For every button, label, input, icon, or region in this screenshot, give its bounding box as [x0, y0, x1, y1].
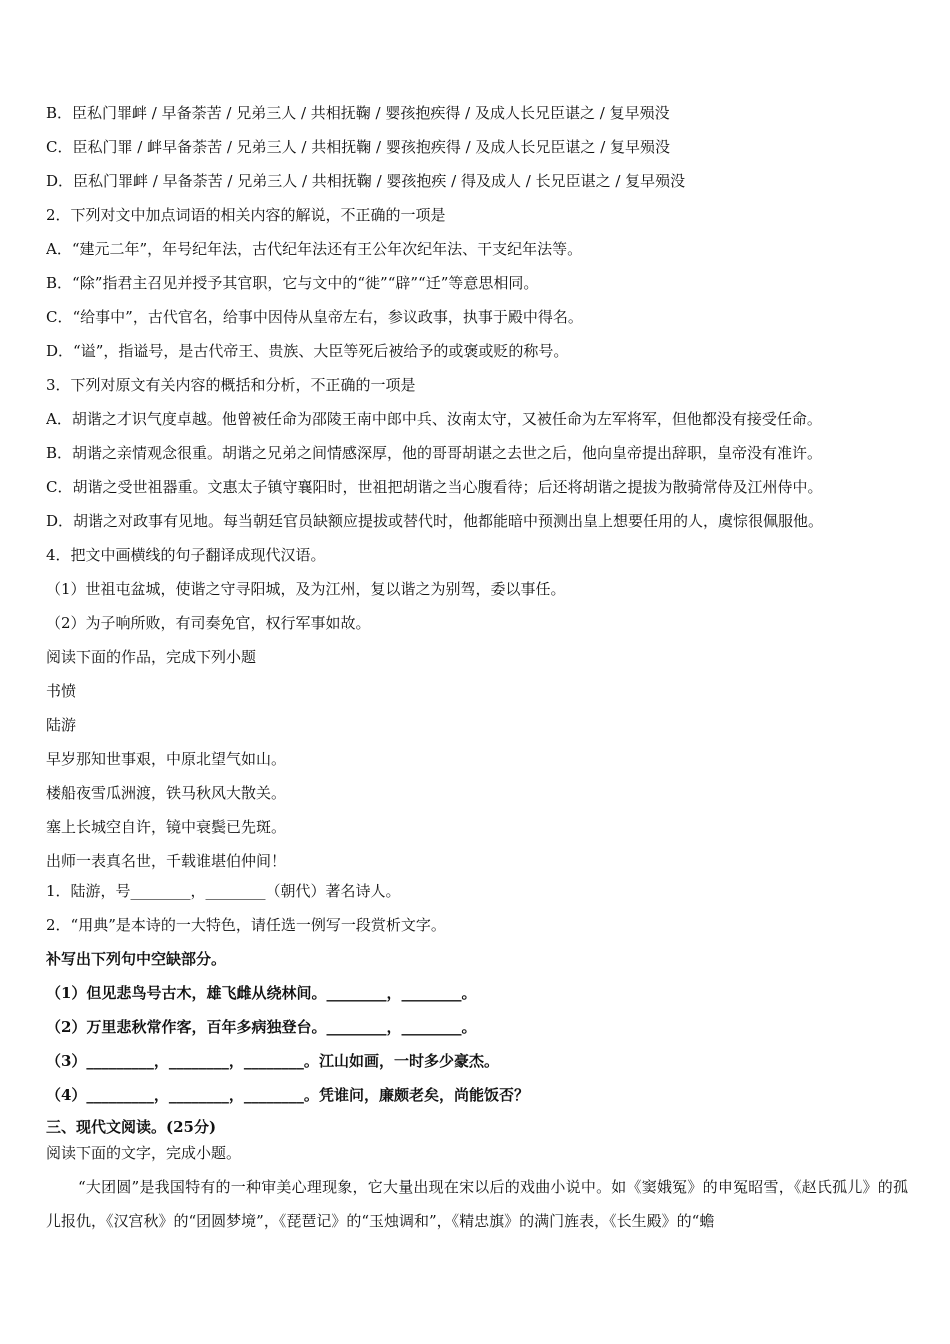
- poem-line-2: 楼船夜雪瓜洲渡，铁马秋风大散关。: [46, 784, 287, 802]
- q4-sentence-2: （2）为子响所败，有司奏免官，权行军事如故。: [46, 614, 371, 632]
- section-instruction: 阅读下面的文字，完成小题。: [46, 1144, 242, 1162]
- q2-option-c: C．“给事中”，古代官名，给事中因侍从皇帝左右，参议政事，执事于殿中得名。: [46, 308, 583, 326]
- option-c-line: C．臣私门罪 / 衅早备荼苦 / 兄弟三人 / 共相抚鞠 / 婴孩抱疾得 / 及成人长兄臣谌之 / 复早殒没: [46, 138, 671, 156]
- question-2: 2．下列对文中加点词语的相关内容的解说，不正确的一项是: [46, 206, 446, 224]
- q3-option-b: B．胡谐之亲情观念很重。胡谐之兄弟之间情感深厚，他的哥哥胡谌之去世之后，他向皇帝提出辞职，皇帝没有准许。: [46, 444, 823, 462]
- fill-blank-4: （4）_________，________，________。凭谁问，廉颇老矣，尚能饭否？: [46, 1086, 529, 1104]
- fill-blank-1: （1）但见悲鸟号古木，雄飞雌从绕林间。________，________。: [46, 984, 477, 1002]
- q3-option-c: C．胡谐之受世祖器重。文惠太子镇守襄阳时，世祖把胡谐之当心腹看待；后还将胡谐之提拔为散骑常侍及江州侍中。: [46, 478, 823, 496]
- question-4: 4．把文中画横线的句子翻译成现代汉语。: [46, 546, 326, 564]
- q4-sentence-1: （1）世祖屯盆城，使谐之守寻阳城，及为江州，复以谐之为别驾，委以事任。: [46, 580, 566, 598]
- q2-option-a: A．“建元二年”，年号纪年法，古代纪年法还有王公年次纪年法、干支纪年法等。: [46, 240, 583, 258]
- q3-option-a: A．胡谐之才识气度卓越。他曾被任命为邵陵王南中郎中兵、汝南太守，又被任命为左军将军，但他都没有接受任命。: [46, 410, 822, 428]
- fill-blank-2: （2）万里悲秋常作客，百年多病独登台。________，________。: [46, 1018, 477, 1036]
- poem-question-1: 1．陆游，号________，________（朝代）著名诗人。: [46, 882, 401, 900]
- question-3: 3．下列对原文有关内容的概括和分析，不正确的一项是: [46, 376, 416, 394]
- q2-option-b: B．“除”指君主召见并授予其官职，它与文中的“徙”“辟”“迁”等意思相同。: [46, 274, 539, 292]
- reading-instruction: 阅读下面的作品，完成下列小题: [46, 648, 257, 666]
- poem-title: 书愤: [46, 682, 77, 700]
- passage-paragraph: “大团圆”是我国特有的一种审美心理现象，它大量出现在宋以后的戏曲小说中。如《窦娥冤》的申冤昭雪，《赵氏孤儿》的孤儿报仇，《汉宫秋》的“团圆梦境”，《琵琶记》的“玉烛调和”，《精忠旗》的满门旌表，《长生殿》的“蟾: [46, 1178, 908, 1230]
- poem-line-3: 塞上长城空自许，镜中衰鬓已先斑。: [46, 818, 287, 836]
- fill-blank-3: （3）_________，________，________。江山如画，一时多少豪杰。: [46, 1052, 499, 1070]
- q2-option-d: D．“谥”，指谥号，是古代帝王、贵族、大臣等死后被给予的或褒或贬的称号。: [46, 342, 569, 360]
- section-heading: 三、现代文阅读。(25分): [46, 1118, 217, 1136]
- poem-question-2: 2．“用典”是本诗的一大特色，请任选一例写一段赏析文字。: [46, 916, 446, 934]
- option-d-line: D．臣私门罪衅 / 早备荼苦 / 兄弟三人 / 共相抚鞠 / 婴孩抱疾 / 得及成人 / 长兄臣谌之 / 复早殒没: [46, 172, 686, 190]
- poem-line-4: 出师一表真名世，千载谁堪伯仲间！: [46, 852, 287, 870]
- poem-author: 陆游: [46, 716, 77, 734]
- fill-blank-heading: 补写出下列句中空缺部分。: [46, 950, 227, 968]
- q3-option-d: D．胡谐之对政事有见地。每当朝廷官员缺额应提拔或替代时，他都能暗中预测出皇上想要任用的人，虞悰很佩服他。: [46, 512, 824, 530]
- poem-line-1: 早岁那知世事艰，中原北望气如山。: [46, 750, 287, 768]
- option-b-line: B．臣私门罪衅 / 早备荼苦 / 兄弟三人 / 共相抚鞠 / 婴孩抱疾得 / 及成人长兄臣谌之 / 复早殒没: [46, 104, 670, 122]
